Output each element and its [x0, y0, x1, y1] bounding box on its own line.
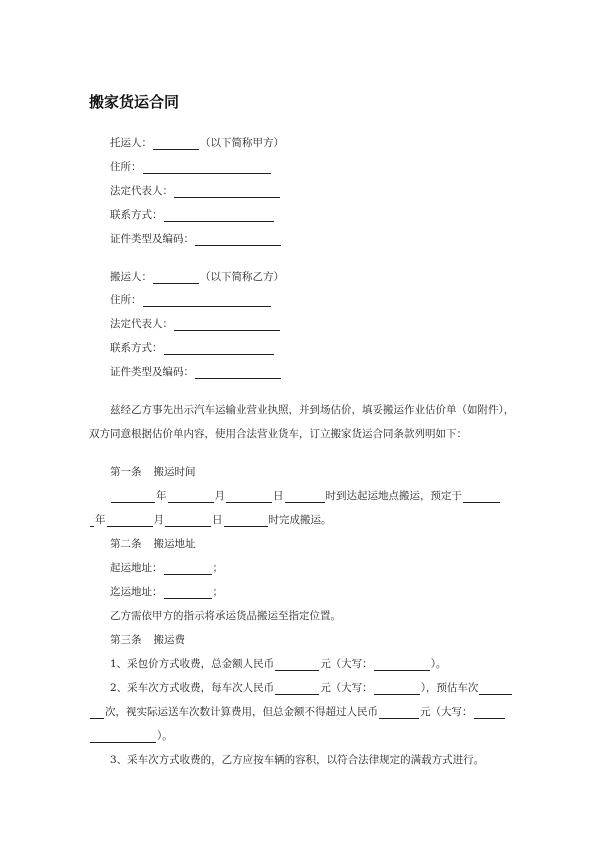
article-number: 第二条: [110, 538, 142, 550]
address-blank[interactable]: [143, 162, 271, 174]
destination-blank[interactable]: [164, 587, 212, 599]
package-amount-blank[interactable]: [275, 659, 319, 671]
day-text: 日: [273, 490, 284, 502]
contact-blank[interactable]: [164, 210, 274, 222]
id-label: 证件类型及编码：: [110, 366, 194, 378]
per-trip-amount-blank[interactable]: [275, 683, 319, 695]
shipper-blank[interactable]: [153, 138, 199, 150]
article-1-start-line: [110, 489, 501, 503]
fee-item-2-limit: 次，视实际运送车次数计算费用，但总金额不得超过人民币: [105, 706, 378, 718]
day-text: 日: [212, 514, 223, 526]
article-number: 第一条: [110, 466, 142, 478]
legal-rep-blank[interactable]: [174, 186, 280, 198]
party-a-legal-rep-line: [110, 184, 281, 198]
instruction-line: 乙方需依甲方的指示将承运货品搬运至指定位置。: [110, 610, 341, 622]
party-b-id-line: [110, 365, 282, 379]
party-a-address-line: [110, 160, 272, 174]
party-b-legal-rep-line: [110, 317, 281, 331]
id-blank[interactable]: [195, 234, 281, 246]
party-b-mover-line: [110, 270, 284, 284]
fee-item-2-end: ）。: [157, 730, 173, 742]
document-title: 搬家货运合同: [89, 93, 180, 111]
complete-text: 时完成搬运。: [268, 514, 332, 526]
fee-item-2-trips: ），预估车次: [420, 682, 479, 694]
year-text: 年: [95, 514, 106, 526]
address-label: 住所：: [110, 294, 142, 306]
intro-line-1: 兹经乙方事先出示汽车运输业营业执照，并到场估价，填妥搬运作业估价单（如附件），: [110, 404, 515, 416]
legal-rep-blank[interactable]: [174, 319, 280, 331]
article-1-heading: [110, 465, 196, 479]
package-amount-capital-blank[interactable]: [374, 659, 430, 671]
year-text: 年: [156, 490, 167, 502]
start-day-blank[interactable]: [226, 491, 272, 503]
origin-address-line: [110, 561, 223, 575]
address-label: 住所：: [110, 161, 142, 173]
max-amount-capital-blank[interactable]: [474, 707, 505, 719]
contact-blank[interactable]: [164, 343, 274, 355]
mover-label: 搬运人：: [110, 271, 152, 283]
legal-rep-label: 法定代表人：: [110, 318, 173, 330]
max-amount-capital-blank-cont[interactable]: [90, 731, 156, 743]
estimated-trips-blank[interactable]: [479, 683, 512, 695]
fee-item-2-capital: 元（大写：: [320, 682, 373, 694]
party-a-shipper-line: [110, 136, 284, 150]
fee-item-1-text: 1、采包价方式收费，总金额人民币: [110, 658, 275, 670]
fee-item-1-capital: 元（大写：: [320, 658, 373, 670]
start-hour-blank[interactable]: [285, 491, 325, 503]
start-year-blank[interactable]: [111, 491, 155, 503]
contact-label: 联系方式：: [110, 209, 163, 221]
origin-blank[interactable]: [164, 563, 212, 575]
article-heading: 搬运地址: [153, 538, 196, 550]
party-b-address-line: [110, 293, 272, 307]
end-day-blank[interactable]: [165, 515, 211, 527]
article-3-heading: [110, 633, 185, 647]
month-text: 月: [214, 490, 225, 502]
origin-label: 起运地址：: [110, 562, 163, 574]
fee-item-2-max-capital: 元（大写：: [420, 706, 473, 718]
article-2-heading: [110, 537, 196, 551]
end-year-blank[interactable]: [463, 491, 500, 503]
fee-item-2-line-2: [89, 705, 506, 719]
per-trip-capital-blank[interactable]: [374, 683, 420, 695]
fee-item-2-text: 2、采车次方式收费，每车次人民币: [110, 682, 275, 694]
fee-item-3: 3、采车次方式收费的，乙方应按车辆的容积，以符合法律规定的满载方式进行。: [110, 754, 485, 766]
arrive-text: 时到达起运地点搬运，预定于: [325, 490, 462, 502]
shipper-note: （以下简称甲方）: [200, 137, 284, 149]
article-heading: 搬运时间: [153, 466, 196, 478]
month-text: 月: [153, 514, 164, 526]
mover-blank[interactable]: [153, 272, 199, 284]
fee-item-2-line-1: [110, 681, 513, 695]
legal-rep-label: 法定代表人：: [110, 185, 173, 197]
fee-item-1: [110, 657, 446, 671]
end-hour-blank[interactable]: [224, 515, 268, 527]
id-label: 证件类型及编码：: [110, 233, 194, 245]
end-year-blank-cont[interactable]: [90, 515, 94, 527]
party-a-id-line: [110, 232, 282, 246]
shipper-label: 托运人：: [110, 137, 152, 149]
semicolon: ；: [212, 562, 223, 574]
max-amount-blank[interactable]: [379, 707, 419, 719]
address-blank[interactable]: [143, 295, 271, 307]
fee-item-2-line-3: [89, 729, 173, 743]
article-number: 第三条: [110, 634, 142, 646]
end-month-blank[interactable]: [107, 515, 153, 527]
destination-label: 迄运地址：: [110, 586, 163, 598]
estimated-trips-blank-cont[interactable]: [90, 707, 104, 719]
destination-address-line: [110, 585, 223, 599]
article-1-end-line: [89, 513, 332, 527]
id-blank[interactable]: [195, 367, 281, 379]
contact-label: 联系方式：: [110, 342, 163, 354]
semicolon: ；: [212, 586, 223, 598]
article-heading: 搬运费: [153, 634, 185, 646]
intro-line-2: 双方同意根据估价单内容，使用合法营业货车，订立搬家货运合同条款列明如下：: [89, 428, 467, 440]
party-a-contact-line: [110, 208, 275, 222]
party-b-contact-line: [110, 341, 275, 355]
fee-item-1-end: ）。: [430, 658, 447, 670]
mover-note: （以下简称乙方）: [200, 271, 284, 283]
start-month-blank[interactable]: [168, 491, 214, 503]
